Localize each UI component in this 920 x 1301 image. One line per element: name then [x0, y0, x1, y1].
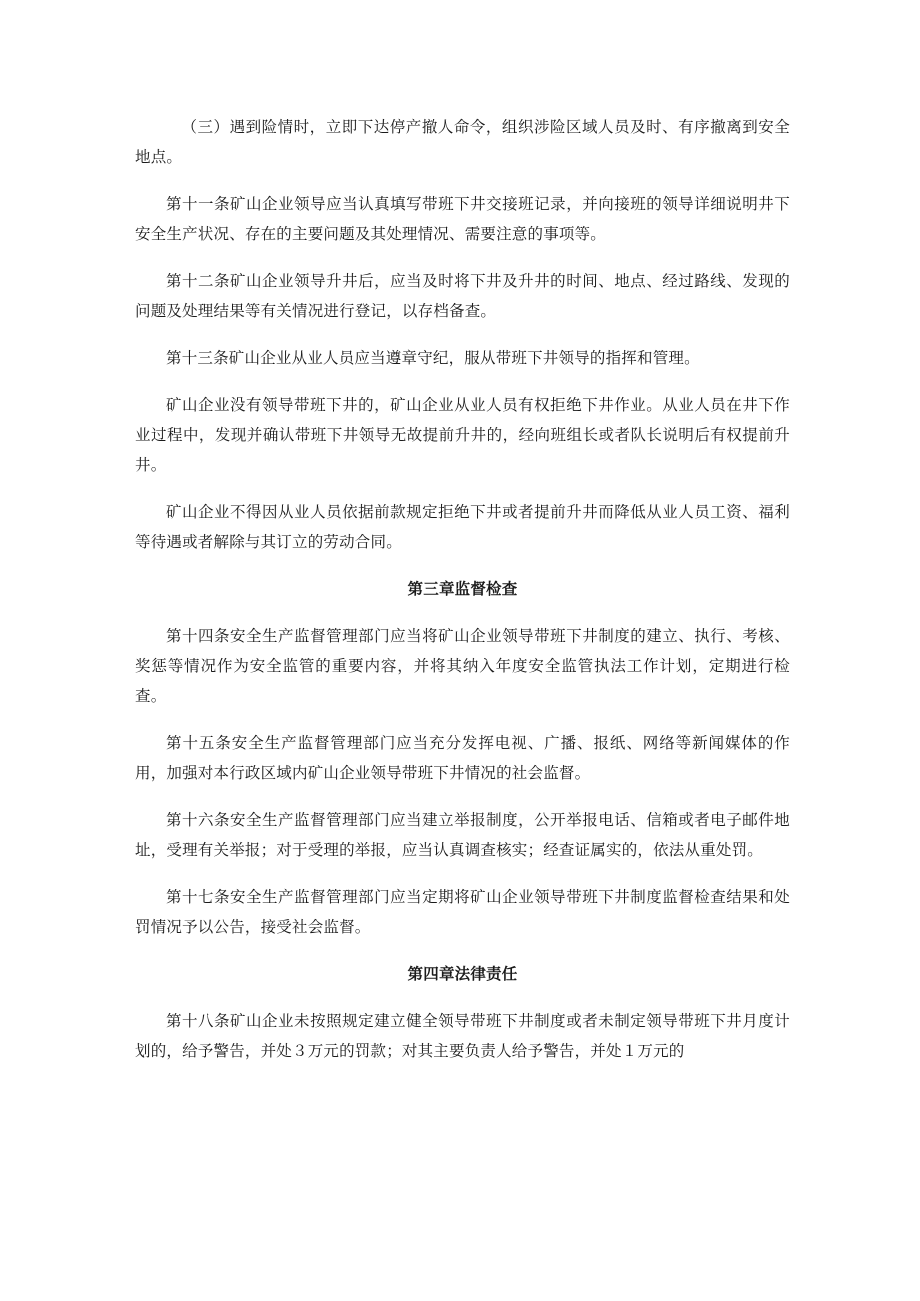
paragraph-article-18: 第十八条矿山企业未按照规定建立健全领导带班下井制度或者未制定领导带班下井月度计划的，给予警告，并处３万元的罚款；对其主要负责人给予警告，并处１万元的 [135, 1012, 790, 1060]
paragraph-no-retaliation: 矿山企业不得因从业人员依据前款规定拒绝下井或者提前升井而降低从业人员工资、福利等待遇或者解除与其订立的劳动合同。 [135, 503, 790, 551]
paragraph-refusal-right: 矿山企业没有领导带班下井的，矿山企业从业人员有权拒绝下井作业。从业人员在井下作业过程中，发现并确认带班下井领导无故提前升井的，经向班组长或者队长说明后有权提前升井。 [135, 396, 790, 474]
paragraph-article-14: 第十四条安全生产监督管理部门应当将矿山企业领导带班下井制度的建立、执行、考核、奖惩等情况作为安全监管的重要内容，并将其纳入年度安全监管执法工作计划，定期进行检查。 [135, 627, 790, 705]
paragraph-article-17: 第十七条安全生产监督管理部门应当定期将矿山企业领导带班下井制度监督检查结果和处罚情况予以公告，接受社会监督。 [135, 888, 790, 936]
paragraph-article-12: 第十二条矿山企业领导升井后，应当及时将下井及升井的时间、地点、经过路线、发现的问题及处理结果等有关情况进行登记，以存档备查。 [135, 272, 790, 320]
document-body [135, 112, 790, 1083]
paragraph-article-15: 第十五条安全生产监督管理部门应当充分发挥电视、广播、报纸、网络等新闻媒体的作用，加强对本行政区域内矿山企业领导带班下井情况的社会监督。 [135, 734, 790, 782]
paragraph-article-11: 第十一条矿山企业领导应当认真填写带班下井交接班记录，并向接班的领导详细说明井下安全生产状况、存在的主要问题及其处理情况、需要注意的事项等。 [135, 195, 790, 243]
chapter-4-heading: 第四章法律责任 [407, 965, 518, 983]
paragraph-article-16: 第十六条安全生产监督管理部门应当建立举报制度，公开举报电话、信箱或者电子邮件地址，受理有关举报；对于受理的举报，应当认真调查核实；经查证属实的，依法从重处罚。 [135, 811, 790, 859]
paragraph-article-13: 第十三条矿山企业从业人员应当遵章守纪，服从带班下井领导的指挥和管理。 [166, 349, 700, 367]
paragraph-item-3-evacuation: （三）遇到险情时，立即下达停产撤人命令，组织涉险区域人员及时、有序撤离到安全地点。 [135, 118, 790, 166]
chapter-3-heading: 第三章监督检查 [407, 580, 518, 598]
